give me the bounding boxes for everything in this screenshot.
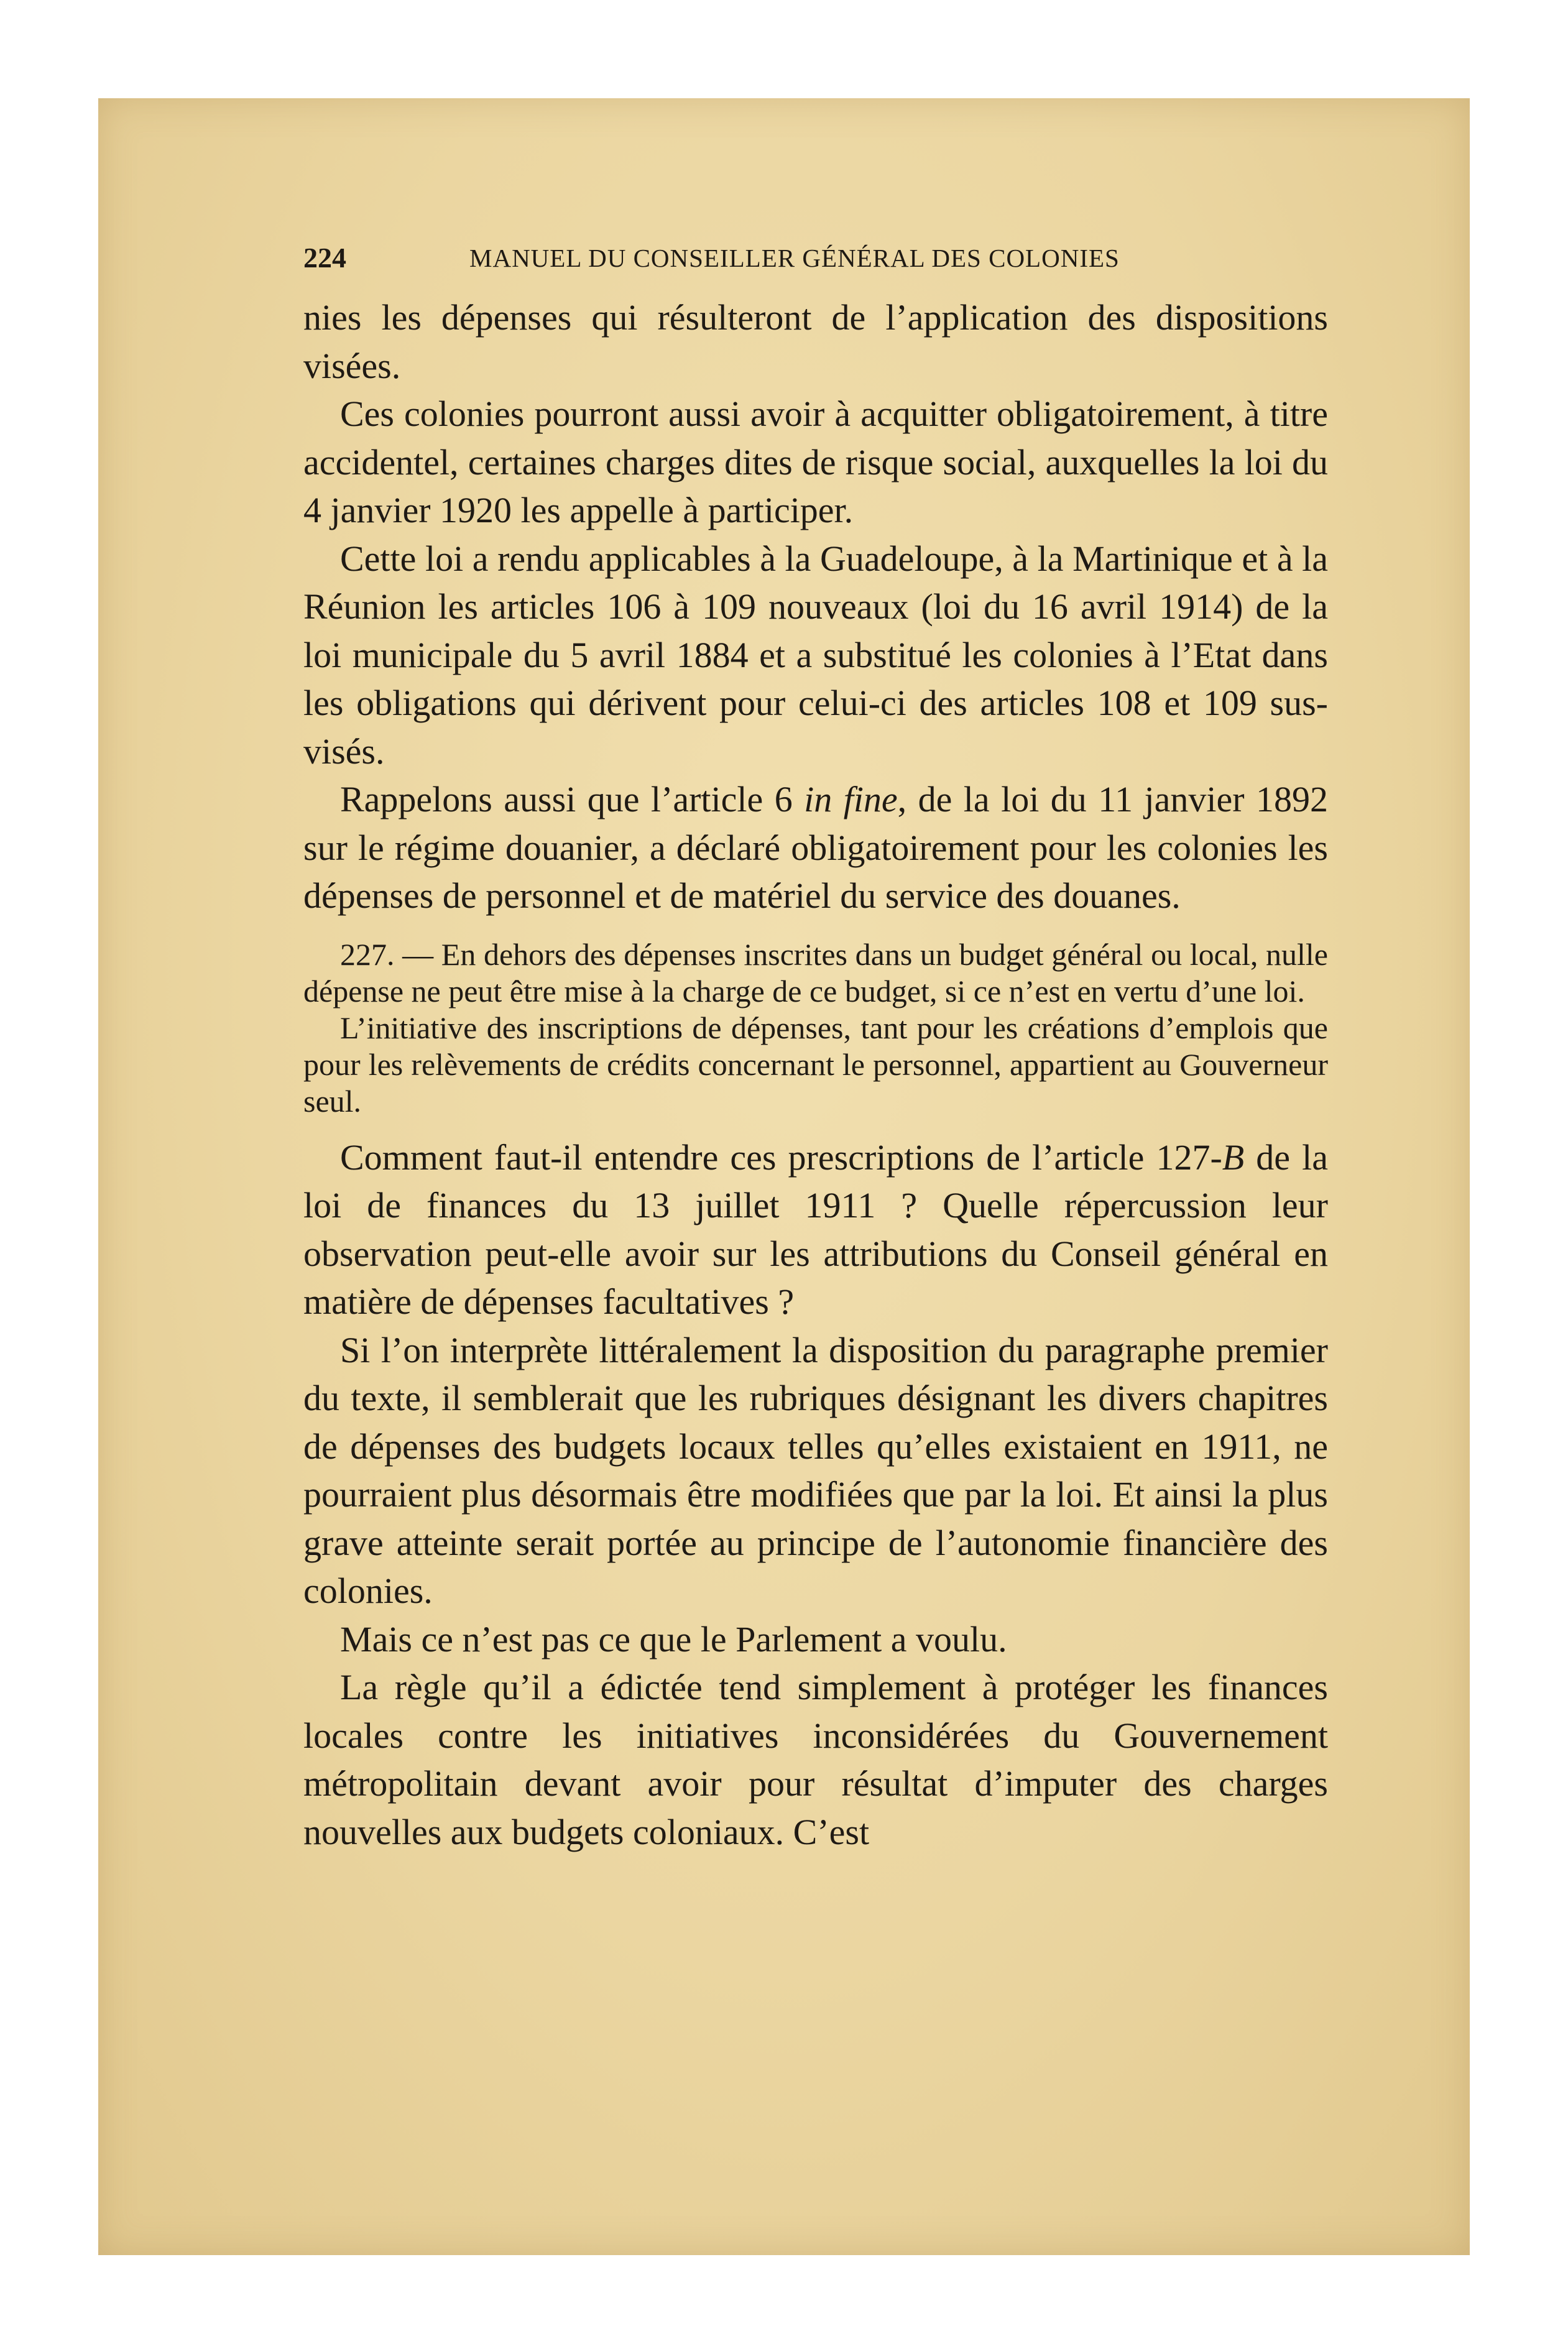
rappelons-text-before: Rappelons aussi que l’article 6 [340, 779, 805, 819]
comment-italic: B [1222, 1137, 1245, 1178]
paragraph-regle: La règle qu’il a édictée tend simplement à protéger les finances locales contre les initiatives inconsidérées du Gouvernement métropolitain devant avoir pour résultat d’imputer des charges nouvelles aux budgets coloniaux. C’est [303, 1667, 1328, 1852]
running-title: MANUEL DU CONSEILLER GÉNÉRAL DES COLONIES [469, 244, 1120, 272]
page-text [303, 236, 1328, 1856]
paragraph-risque-social: Ces colonies pourront aussi avoir à acquitter obligatoirement, à titre accidentel, certaines charges dites de risque social, auxquelles la loi du 4 janvier 1920 les appelle à participer. [303, 394, 1328, 530]
paragraph-interpretation: Si l’on interprète littéralement la disposition du paragraphe premier du texte, il semblerait que les rubriques désignant les divers chapitres de dépenses des budgets locaux telles qu’elles existaient en 1911, ne pourraient plus désormais être modifiées que par la loi. Et ainsi la plus grave atteinte serait portée au principe de l’autonomie financière des colonies. [303, 1329, 1328, 1611]
comment-text-after: de la loi de finances du 13 juillet 1911 ? Quelle répercussion leur observation peut-elle avoir sur les attributions du Conseil général en matière de dépenses facultatives ? [303, 1137, 1328, 1322]
comment-text-before: Comment faut-il entendre ces prescriptions de l’article 127- [340, 1137, 1222, 1178]
paragraph-loi-applicable: Cette loi a rendu applicables à la Guadeloupe, à la Martinique et à la Réunion les articles 106 à 109 nouveaux (loi du 16 avril 1914) de la loi municipale du 5 avril 1884 et a substitué les colonies à l’Etat dans les obligations qui dérivent pour celui-ci des articles 108 et 109 sus-visés. [303, 538, 1328, 772]
paragraph-comment [303, 1133, 1328, 1326]
quote-paragraph-1: 227. — En dehors des dépenses inscrites dans un budget général ou local, nulle dépense ne peut être mise à la charge de ce budget, si ce n’est en vertu d’une loi. [303, 936, 1328, 1008]
body-section-1 [303, 293, 1328, 920]
quoted-article-227 [303, 936, 1328, 1120]
body-section-2 [303, 1133, 1328, 1857]
running-head [303, 236, 1328, 280]
rappelons-text-after: , de la loi du 11 janvier 1892 sur le régime douanier, a déclaré obligatoirement pour les colonies les dépenses de personnel et de matériel du service des douanes. [303, 779, 1328, 916]
paragraph-continuation: nies les dépenses qui résulteront de l’application des dispositions visées. [303, 297, 1328, 386]
quote-paragraph-2: L’initiative des inscriptions de dépenses, tant pour les créations d’emplois que pour les relèvements de crédits concernant le personnel, appartient au Gouverneur seul. [303, 1010, 1328, 1119]
head-spacer [303, 280, 1328, 293]
rappelons-italic: in fine [804, 779, 898, 819]
page-number: 224 [303, 242, 346, 274]
paragraph-parlement: Mais ce n’est pas ce que le Parlement a voulu. [340, 1618, 1007, 1659]
paragraph-rappelons [303, 775, 1328, 920]
